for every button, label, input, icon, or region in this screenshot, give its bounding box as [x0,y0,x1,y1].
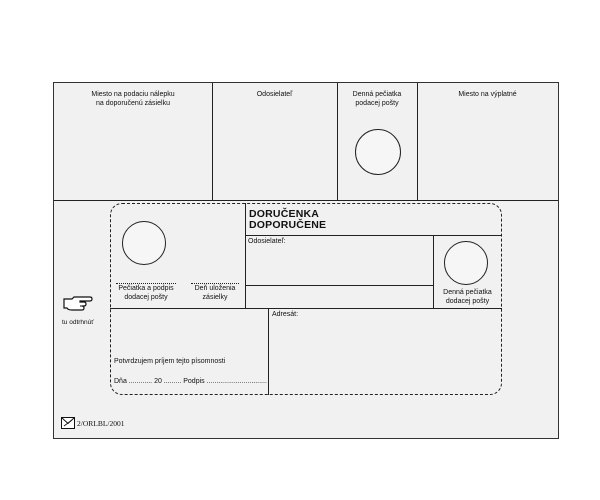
delivery-stamp-circle-left [122,221,166,265]
stamp-signature-line [116,283,176,284]
date-signature-line: Dňa ............ 20 ......... Podpis ............................... [114,378,267,385]
storage-day-label: Deň uloženia zásielky [194,285,236,301]
daily-delivery-stamp-label: Denná pečiatka dodacej pošty [443,289,492,305]
slip-sender-top-line [245,235,502,236]
tear-off-label: tu odtrhnúť [62,319,94,326]
stamp-signature-label: Pečiatka a podpis dodacej pošty [118,285,174,301]
posting-stamp-circle [355,129,401,175]
addressee-label: Adresát: [272,311,299,318]
delivery-stamp-circle-right [444,241,488,285]
pointing-hand-icon [62,295,94,313]
storage-day-line [191,283,239,284]
form-code: 2/ORLBL/2001 [77,419,125,428]
delivery-receipt-card [53,82,559,439]
slip-sender-label: Odosielateľ: [248,238,286,245]
slip-title: DORUČENKA DOPORUČENE [249,208,327,231]
header-bottom-line [54,200,558,201]
slip-middle-line [110,308,502,309]
header-divider-3 [417,83,418,200]
header-daily-stamp-label: Denná pečiatka podacej pošty [352,91,402,107]
postage-place-label: Miesto na výplatné [458,91,517,98]
header-divider-1 [212,83,213,200]
receipt-confirmation-text: Potvrdzujem príjem tejto písomnosti [114,358,226,365]
registered-label-place: Miesto na podaciu nálepku na doporučenú zásielku [91,91,175,107]
slip-sender-bottom-line [245,285,433,286]
envelope-icon [61,417,75,429]
slip-divider-bottom [268,308,269,395]
header-sender-label: Odosielateľ [256,91,293,98]
